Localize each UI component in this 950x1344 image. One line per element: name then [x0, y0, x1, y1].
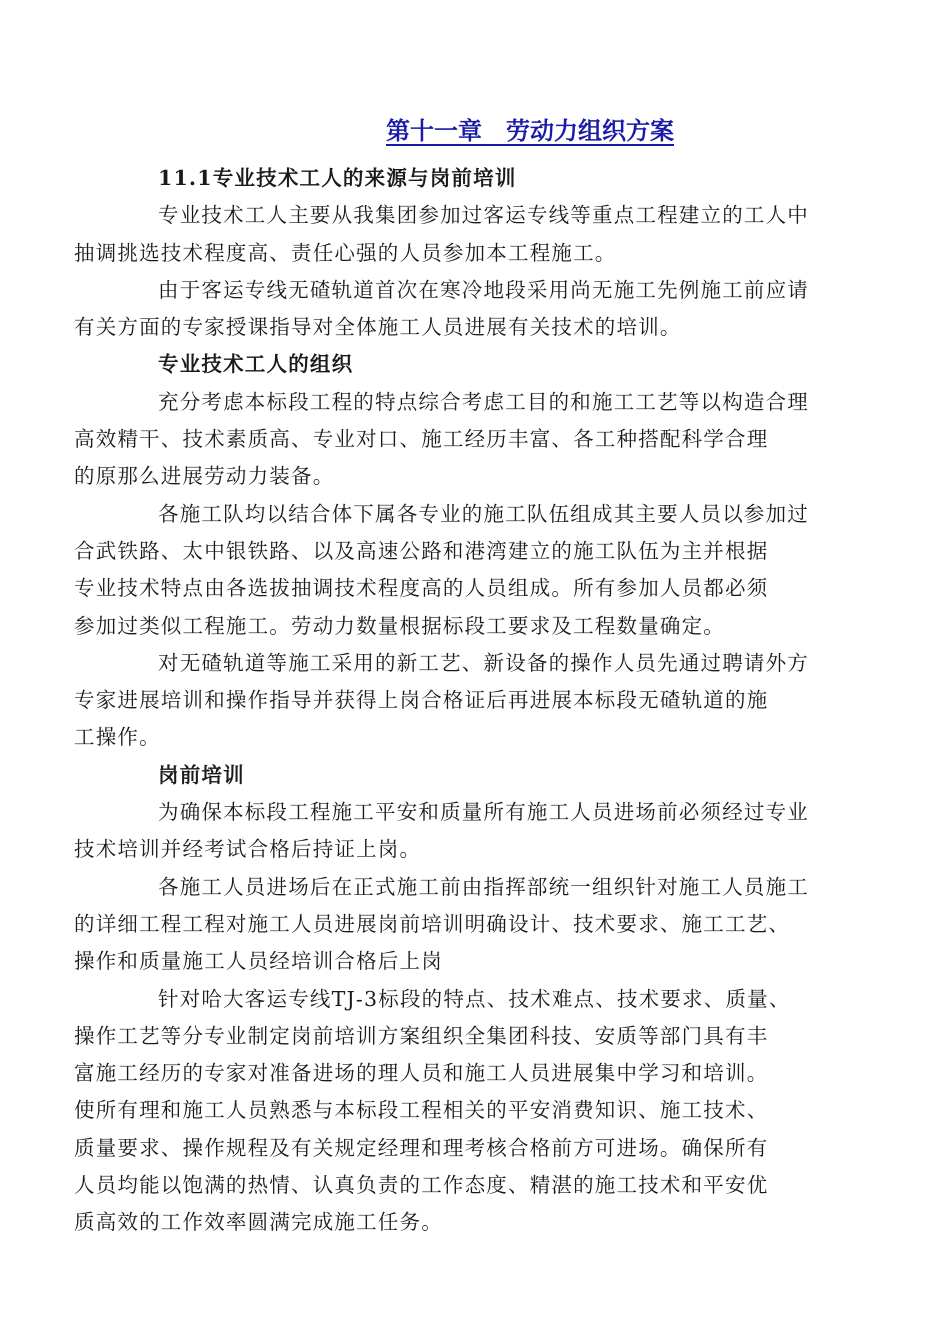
- text-line: 专业技术工人的组织: [158, 352, 354, 377]
- text-line: 操作和质量施工人员经培训合格后上岗: [74, 949, 443, 974]
- paragraph: [74, 645, 846, 757]
- text-line: 岗前培训: [158, 762, 245, 787]
- text-line: 工操作。: [74, 725, 161, 750]
- text-line: 质量要求、操作规程及有关规定经理和理考核合格前方可进场。确保所有: [74, 1135, 769, 1160]
- paragraph: [74, 496, 846, 645]
- section-heading: [116, 757, 846, 794]
- text-line: 的原那么进展劳动力装备。: [74, 464, 335, 489]
- text-line: 技术培训并经考试合格后持证上岗。: [74, 837, 422, 862]
- paragraph: [74, 272, 846, 347]
- paragraph: [74, 197, 846, 272]
- paragraph: [74, 384, 846, 496]
- text-line: 有关方面的专家授课指导对全体施工人员进展有关技术的培训。: [74, 315, 682, 340]
- text-line: 使所有理和施工人员熟悉与本标段工程相关的平安消费知识、施工技术、: [74, 1098, 769, 1123]
- paragraph: [74, 981, 846, 1242]
- text-line: 抽调挑选技术程度高、责任心强的人员参加本工程施工。: [74, 240, 617, 265]
- text-line: 质高效的工作效率圆满完成施工任务。: [74, 1210, 443, 1235]
- text-line: 富施工经历的专家对准备进场的理人员和施工人员进展集中学习和培训。: [74, 1061, 769, 1086]
- text-line: 高效精干、技术素质高、专业对口、施工经历丰富、各工种搭配科学合理: [74, 427, 769, 452]
- chapter-title: 第十一章 劳动力组织方案: [386, 116, 674, 145]
- text-line: 充分考虑本标段工程的特点综合考虑工目的和施工工艺等以构造合理: [158, 389, 809, 414]
- text-line: 为确保本标段工程施工平安和质量所有施工人员进场前必须经过专业: [158, 800, 809, 825]
- text-line: 对无碴轨道等施工采用的新工艺、新设备的操作人员先通过聘请外方: [158, 650, 809, 675]
- paragraph: [74, 794, 846, 869]
- section-heading: [116, 160, 846, 197]
- section-heading: [116, 346, 846, 383]
- text-line: 各施工人员进场后在正式施工前由指挥部统一组织针对施工人员施工: [158, 874, 809, 899]
- text-line: 人员均能以饱满的热情、认真负责的工作态度、精湛的施工技术和平安优: [74, 1173, 769, 1198]
- text-line: 专家进展培训和操作指导并获得上岗合格证后再进展本标段无碴轨道的施: [74, 688, 769, 713]
- text-line: 各施工队均以结合体下属各专业的施工队伍组成其主要人员以参加过: [158, 501, 809, 526]
- text-line: 专业技术特点由各选拔抽调技术程度高的人员组成。所有参加人员都必须: [74, 576, 769, 601]
- paragraph: [74, 869, 846, 981]
- text-line: 针对哈大客运专线TJ-3标段的特点、技术难点、技术要求、质量、: [158, 986, 791, 1011]
- text-line: 由于客运专线无碴轨道首次在寒冷地段采用尚无施工先例施工前应请: [158, 277, 809, 302]
- text-line: 合武铁路、太中银铁路、以及高速公路和港湾建立的施工队伍为主并根据: [74, 538, 769, 563]
- text-line: 的详细工程工程对施工人员进展岗前培训明确设计、技术要求、施工工艺、: [74, 911, 791, 936]
- document-body: [74, 160, 846, 1242]
- text-line: 操作工艺等分专业制定岗前培训方案组织全集团科技、安质等部门具有丰: [74, 1023, 769, 1048]
- text-line: 11.1专业技术工人的来源与岗前培训: [158, 166, 517, 190]
- text-line: 专业技术工人主要从我集团参加过客运专线等重点工程建立的工人中: [158, 203, 809, 228]
- text-line: 参加过类似工程施工。劳动力数量根据标段工要求及工程数量确定。: [74, 613, 725, 638]
